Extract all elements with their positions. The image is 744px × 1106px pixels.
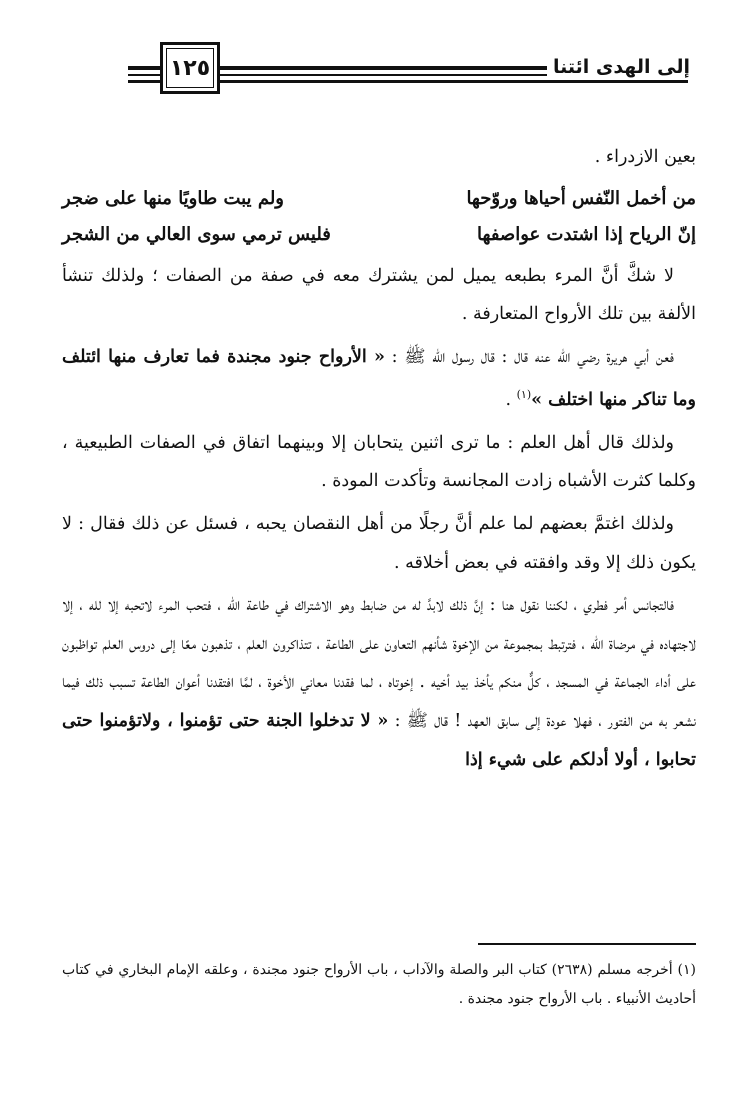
hadith-text: « لا تدخلوا الجنة حتى تؤمنوا ، ولاتؤمنوا حتى تحابوا ، أولا أدلكم على شيء إذا [62, 710, 696, 770]
poem-verse [62, 217, 696, 253]
poem [62, 181, 696, 253]
hemistich-first: من أخمل النّفس أحياها وروّحها [466, 187, 696, 209]
footnote-marker: (١) [516, 388, 532, 402]
main-text [62, 138, 696, 783]
paragraph-4: ولذلك اغتمَّ بعضهم لما علم أنَّ رجلًا من أهل النقصان يحبه ، فسئل عن ذلك فقال : لا يكون ذلك إلا وقد وافقته في بعض أخلاقه . [62, 513, 696, 573]
paragraph-1: لا شكَّ أنَّ المرء بطبعه يميل لمن يشترك معه في صفة من الصفات ؛ ولذلك تنشأ الألفة بين تلك الأرواح المتعارفة . [62, 265, 696, 325]
footnote-separator [478, 943, 696, 945]
paragraph-5 [62, 586, 696, 779]
hemistich-first: إنّ الرياح إذا اشتدت عواصفها [477, 223, 696, 245]
paragraph-0: بعين الازدراء . [594, 147, 696, 167]
page-number: ١٢٥ [160, 42, 220, 94]
hadith-text: « الأرواح جنود مجندة فما تعارف منها ائتلف وما تناكر منها اختلف » [62, 346, 696, 411]
poem-verse [62, 181, 696, 217]
paragraph-3: ولذلك قال أهل العلم : ما ترى اثنين يتحابان إلا وبينهما اتفاق في الصفات الطبيعية ، وكلما كثرت الأشباه زادت المجانسة وتأكدت المودة . [62, 432, 696, 492]
paragraph-5-text: فالتجانس أمر فطري ، لكننا نقول هنا : إنَّ ذلك لابدَّ له من ضابط وهو الاشتراك في طاعة الله ، فتحب المرء لاتحبه إلا لله ، إلا لاجتهاده في مرضاة الله ، فترتبط بمجموعة من الإخوة شأنهم التعاون على الطاعة ، تتذاكرون العلم ، تذهبون معًا إلى دروس العلم تواظبون على أداء الجماعة في المسجد ، كلٌّ منكم يأخذ بيد أخيه . إخوتاه ، لما فقدنا معاني الأخوة ، لمَّا افتقدنا أعوان الطاعة تسبب ذلك فيما نشعر به من الفتور ، فهلا عودة إلى سابق العهد ! قال ﷺ : [62, 595, 696, 731]
hadith-intro: فعن أبي هريرة رضي الله عنه قال : قال رسول الله ﷺ : [384, 346, 674, 367]
paragraph-2-end: . [505, 390, 517, 411]
hemistich-second: فليس ترمي سوى العالي من الشجر [62, 223, 331, 245]
paragraph-2 [62, 338, 696, 420]
footnote: (١) أخرجه مسلم (٢٦٣٨) كتاب البر والصلة والآداب ، باب الأرواح جنود مجندة ، وعلقه الإمام البخاري في كتاب أحاديث الأنبياء . باب الأرواح جنود مجندة . [62, 962, 696, 1007]
running-title: إلى الهدى ائتنا [547, 56, 696, 78]
hemistich-second: ولم يبت طاويًا منها على ضجر [62, 187, 284, 209]
